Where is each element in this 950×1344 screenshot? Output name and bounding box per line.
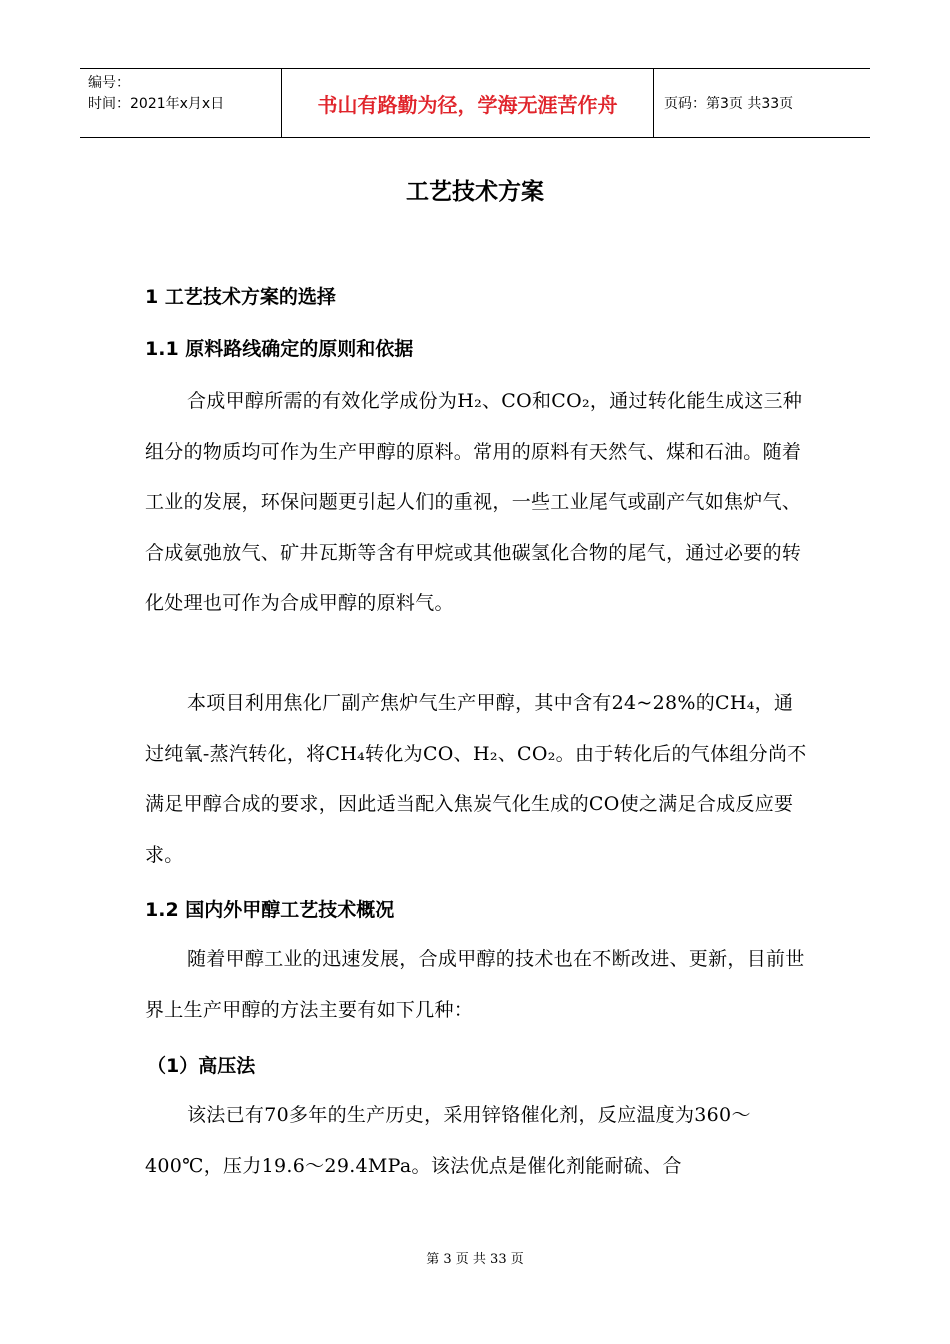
paragraph-raw-materials: 合成甲醇所需的有效化学成份为H₂、CO和CO₂，通过转化能生成这三种组分的物质均可作为生产甲醇的原料。常用的原料有天然气、煤和石油。随着工业的发展，环保问题更引起人们的重视，一些工业尾气或副产气如焦炉气、合成氨弛放气、矿井瓦斯等含有甲烷或其他碳氢化合物的尾气，通过必要的转化处理也可作为合成甲醇的原料气。 — [145, 390, 803, 614]
paragraph-overview: 随着甲醇工业的迅速发展，合成甲醇的技术也在不断改进、更新，目前世界上生产甲醇的方法主要有如下几种： — [145, 948, 805, 1021]
section-heading-1: 1 工艺技术方案的选择 — [145, 286, 336, 308]
page-title: 工艺技术方案 — [406, 179, 544, 205]
paragraph-project: 本项目利用焦化厂副产焦炉气生产甲醇，其中含有24~28%的CH₄，通过纯氧-蒸汽转化，将CH₄转化为CO、H₂、CO₂。由于转化后的气体组分尚不满足甲醇合成的要求，因此适当配入焦炭气化生成的CO使之满足合成反应要求。 — [145, 692, 807, 866]
paragraph-high-pressure: 该法已有70多年的生产历史，采用锌铬催化剂，反应温度为360～400℃，压力19.6～29.4MPa。该法优点是催化剂能耐硫、合 — [145, 1104, 751, 1177]
section-heading-1-1: 1.1 原料路线确定的原则和依据 — [145, 338, 414, 360]
header-left-cell — [80, 69, 282, 137]
page-info: 页码：第3页 共33页 — [664, 96, 794, 112]
motto: 书山有路勤为径，学海无涯苦作舟 — [282, 69, 654, 137]
document-header — [80, 68, 870, 138]
number-label: 编号： — [88, 75, 130, 91]
date-label: 时间：2021年x月x日 — [88, 96, 225, 112]
page-footer: 第 3 页 共 33 页 — [426, 1252, 524, 1267]
subsection-heading-high-pressure: （1）高压法 — [147, 1055, 256, 1077]
section-heading-1-2: 1.2 国内外甲醇工艺技术概况 — [145, 899, 395, 921]
